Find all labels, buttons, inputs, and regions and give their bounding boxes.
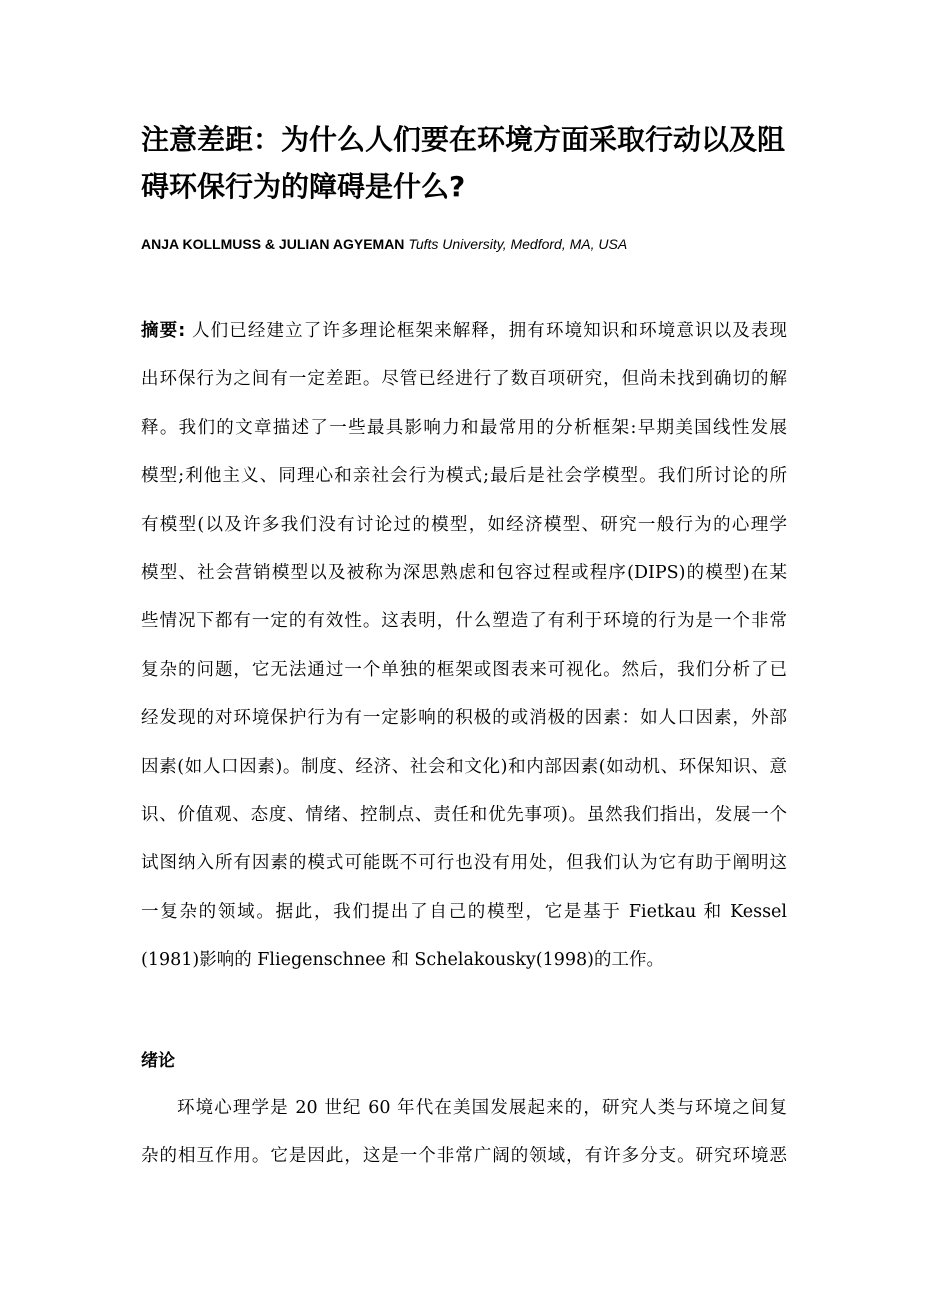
- abstract-line: 模型;利他主义、同理心和亲社会行为模式;最后是社会学模型。我们所讨论的所: [141, 466, 787, 487]
- section-heading: 绪论: [141, 1051, 175, 1071]
- title-line: 注意差距：为什么人们要在环境方面采取行动以及阻: [141, 123, 786, 156]
- abstract-text: 人们已经建立了许多理论框架来解释，拥有环境知识和环境意识以及表现: [191, 321, 787, 341]
- paragraph-line: 杂的相互作用。它是因此，这是一个非常广阔的领域，有许多分支。研究环境恶: [141, 1146, 787, 1167]
- abstract-line: 识、价值观、态度、情绪、控制点、责任和优先事项)。虽然我们指出，发展一个: [141, 804, 787, 825]
- abstract-line: 试图纳入所有因素的模式可能既不可行也没有用处，但我们认为它有助于阐明这: [141, 853, 787, 874]
- abstract-line: 一复杂的领域。据此，我们提出了自己的模型，它是基于 Fietkau 和 Kessel: [141, 901, 787, 922]
- abstract-line: 有模型(以及许多我们没有讨论过的模型，如经济模型、研究一般行为的心理学: [141, 514, 787, 535]
- introduction-paragraph: [141, 1084, 787, 1181]
- abstract: [141, 307, 787, 984]
- abstract-line: (1981)影响的 Fliegenschnee 和 Schelakousky(1998)的工作。: [141, 950, 664, 971]
- abstract-line: 复杂的问题，它无法通过一个单独的框架或图表来可视化。然后，我们分析了已: [141, 659, 787, 680]
- abstract-line: 释。我们的文章描述了一些最具影响力和最常用的分析框架:早期美国线性发展: [141, 417, 787, 438]
- abstract-line: 因素(如人口因素)。制度、经济、社会和文化)和内部因素(如动机、环保知识、意: [141, 756, 787, 777]
- author-names: ANJA KOLLMUSS & JULIAN AGYEMAN: [141, 236, 405, 252]
- author-line: [141, 236, 627, 252]
- abstract-line: 模型、社会营销模型以及被称为深思熟虑和包容过程或程序(DIPS)的模型)在某: [141, 562, 787, 583]
- abstract-line: [141, 307, 787, 355]
- abstract-line: 些情况下都有一定的有效性。这表明，什么塑造了有利于环境的行为是一个非常: [141, 611, 787, 632]
- abstract-label: 摘要:: [141, 321, 186, 341]
- abstract-line: 经发现的对环境保护行为有一定影响的积极的或消极的因素：如人口因素，外部: [141, 708, 787, 729]
- author-affiliation: Tufts University, Medford, MA, USA: [408, 236, 628, 252]
- title-line: 碍环保行为的障碍是什么?: [141, 170, 466, 203]
- abstract-line: 出环保行为之间有一定差距。尽管已经进行了数百项研究，但尚未找到确切的解: [141, 369, 787, 390]
- paragraph-line: 环境心理学是 20 世纪 60 年代在美国发展起来的，研究人类与环境之间复: [177, 1098, 787, 1118]
- paper-title: [141, 116, 787, 210]
